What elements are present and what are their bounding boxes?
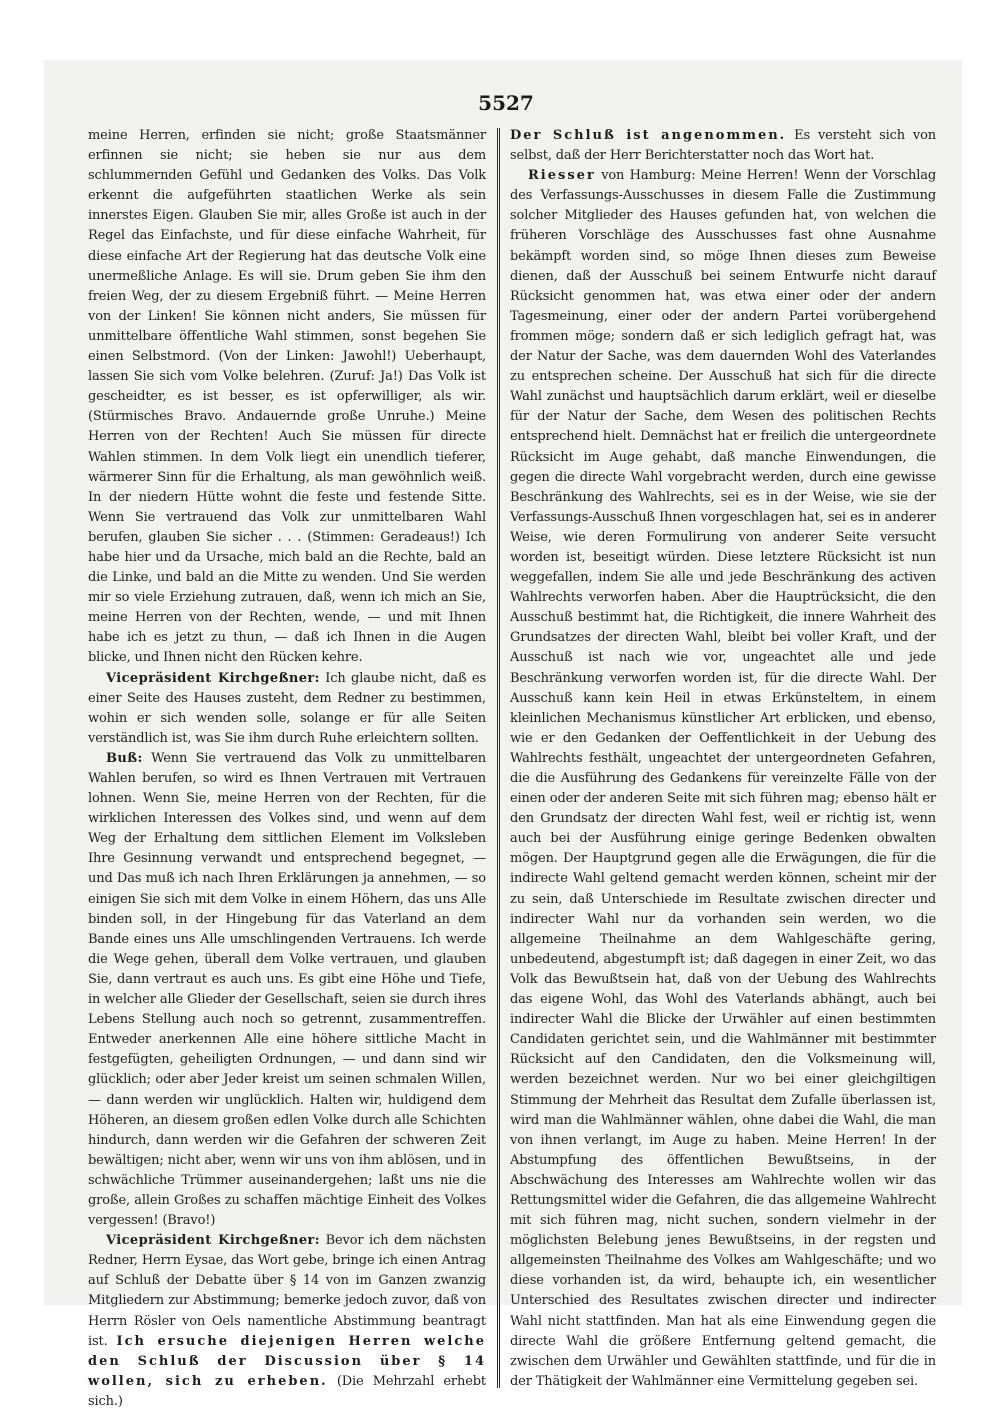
speech-text: Wenn Sie vertrauend das Volk zu unmittelbaren Wahlen berufen, so wird es Ihnen Vertrauen mit Vertrauen lohnen. Wenn Sie, meine Herren von der Rechten, für die wirklichen Interessen des Volkes sind, und wenn auf dem Weg der Erhaltung dem sittlichen Element im Volksleben Ihre Gesinnung verwandt und entsprechend begegnet, — und Das muß ich nach Ihren Erklärungen ja annehmen, — so einigen Sie sich mit dem Volke in einem Höhern, das uns Alle binden soll, in der Hingebung für das Vaterland an dem Bande eines uns Alle umschlingenden Vertrauens. Ich werde die Wege gehen, überall dem Volke vertrauen, und glauben Sie, dann vertraut es auch uns. Es gibt eine Höhe und Tiefe, in welcher alle Glieder der Gesellschaft, seien sie durch ihres Lebens Stellung auch noch so getrennt, zusammentreffen. Entweder anerkennen Alle eine höhere sittliche Macht in festgefügten, geheiligten Ordnungen, — und dann sind wir glücklich; oder aber Jeder kreist um seinen schmalen Willen, — dann werden wir unglücklich. Halten wir, huldigend dem Höheren, an diesem großen edlen Volke durch alle Schichten hindurch, dann werden wir die Gefahren der schweren Zeit bewältigen; nicht aber, wenn wir uns von ihm ablösen, und in schwächliche Trümmer auseinandergehen; laßt uns nie die große, allein Großes zu schaffen mächtige Einheit des Volkes vergessen! (Bravo!) — [88, 750, 487, 1229]
right-column — [510, 126, 936, 1392]
column-divider — [497, 128, 500, 1388]
paragraph: meine Herren, erfinden sie nicht; große Staatsmänner erfinnen sie nicht; sie heben sie nur aus dem schlummernden Gefühl und Gedanken des Volks. Das Volk erkennt die aufgeführten staatlichen Werke als sein innerstes Eigen. Glauben Sie mir, alles Große ist auch in der Regel das Einfachste, und für diese einfache Wahrheit, für diese einfache Art der Regierung hat das deutsche Volk eine unermeßliche Anlage. Es will sie. Drum geben Sie ihm den freien Weg, der zu diesem Ergebniß führt. — Meine Herren von der Linken! Sie können nicht anders, Sie müssen für unmittelbare öffentliche Wahl stimmen, sonst begehen Sie einen Selbstmord. (Von der Linken: Jawohl!) Ueberhaupt, lassen Sie sich vom Volke belehren. (Zuruf: Ja!) Das Volk ist gescheidter, es ist besser, es ist opferwilliger, als wir. (Stürmisches Bravo. Andauernde große Unruhe.) Meine Herren von der Rechten! Auch Sie müssen für directe Wahlen stimmen. In dem Volk liegt ein unendlich tieferer, wärmerer Sinn für die Erhaltung, als man gewöhnlich weiß. In der niedern Hütte wohnt die feste und festende Sitte. Wenn Sie vertrauend das Volk zur unmittelbaren Wahl berufen, glauben Sie sicher . . . (Stimmen: Geradeaus!) Ich habe hier und da Ursache, mich bald an die Rechte, bald an die Linke, und bald an die Mitte zu wenden. Und Sie werden mir so viele Erziehung zutrauen, daß, wenn ich mich an Sie, meine Herren von der Rechten, wende, — und mit Ihnen habe ich es jetzt zu thun, — daß ich Ihnen in die Augen blicke, und Ihnen nicht den Rücken kehre. — [88, 128, 486, 666]
speaker-name: Vicepräsident Kirchgeßner: — [106, 1233, 321, 1249]
speech-text: Es versteht sich von selbst, daß der Herr Berichterstatter noch das Wort hat. — [510, 128, 937, 164]
speaker-name: Vicepräsident Kirchgeßner: — [106, 670, 320, 686]
speaker-name: Buß: — [106, 750, 143, 766]
left-column — [88, 126, 486, 1412]
paragraph — [88, 1231, 486, 1412]
page-number: 5527 — [478, 91, 534, 115]
paragraph — [510, 166, 936, 1392]
spaced-emphasis-text: Ich ersuche diejenigen Herren welche den Schluß der Discussion über § 14 wollen, sich zu erheben. — [88, 1333, 486, 1389]
spaced-emphasis-text: Der Schluß ist angenommen. — [510, 128, 787, 143]
speech-text: von Hamburg: Meine Herren! Wenn der Vorschlag des Verfassungs-Ausschusses in diesem Falle die Zustimmung solcher Mitglieder des Hauses gefunden hat, von welchen die früheren Vorschläge des Ausschusses fast ohne Ausnahme bekämpft worden sind, so möge Ihnen dieses zum Beweise dienen, daß der Ausschuß bei seinem Entwurfe nicht darauf Rücksicht genommen hat, was etwa einer oder der andern Tagesmeinung, einer oder der andern Partei vorübergehend frommen möge; sondern daß er sich lediglich gefragt hat, was der Natur der Sache, was dem dauernden Wohl des Vaterlandes zu entsprechen scheine. Der Ausschuß hat sich für die directe Wahl zunächst und hauptsächlich darum erklärt, weil er dieselbe für der Natur der Sache, dem Wesen des politischen Rechts entsprechend hielt. Demnächst hat er freilich die untergeordnete Rücksicht im Auge gehabt, daß manche Einwendungen, die gegen die directe Wahl vorgebracht werden, durch eine gewisse Beschränkung des Wahlrechts, sei es in der Weise, wie sie der Verfassungs-Ausschuß Ihnen vorgeschlagen hat, sei es in anderer Weise, wie deren Formulirung von anderer Seite versucht worden ist, beseitigt würden. Diese letztere Rücksicht ist nun weggefallen, indem Sie alle und jede Beschränkung des activen Wahlrechts verworfen haben. Aber die Hauptrücksicht, die den Ausschuß bestimmt hat, die Richtigkeit, die innere Wahrheit des Grundsatzes der directen Wahl, bleibt bei voller Kraft, und der Ausschuß ist nach wie vor, ungeachtet alle und jede Beschränkung verworfen worden ist, für die directe Wahl. Der Ausschuß kann kein Heil in etwas Erkünsteltem, in einem kleinlichen Mechanismus künstlicher Art erblicken, und ebenso, wie er den Gedanken der Oeffentlichkeit in der Uebung des Wahlrechts festhält, ungeachtet der untergeordneten Gefahren, die die Ausführung des Gedankens für vereinzelte Fälle von der einen oder der anderen Seite mit sich führen mag; ebenso hält er den Grundsatz der directen Wahl fest, weil er richtig ist, wenn auch bei der Ausführung einige geringe Bedenken obwalten mögen. Der Hauptgrund gegen alle die Erwägungen, die für die indirecte Wahl geltend gemacht werden können, scheint mir der zu sein, daß Unterschiede im Resultate zwischen directer und indirecter Wahl nur da vorhanden sein werden, wo die allgemeine Theilnahme an dem Wahlgeschäfte gering, unbedeutend, abgestumpft ist; daß dagegen in einer Zeit, wo das Volk das Bewußtsein hat, daß von der Uebung des Wahlrechts das eigene Wohl, das Wohl des Vaterlands abhängt, auch bei indirecter Wahl die Blicke der Urwähler auf einen bestimmten Candidaten gerichtet sein, und die Wahlmänner mit bestimmter Rücksicht auf den Candidaten, den die Volksmeinung will, werden bezeichnet werden. Nur wo bei einer gleichgiltigen Stimmung der Mehrheit das Resultat dem Zufalle überlassen ist, wird man die Wahlmänner wählen, ohne dabei die Wahl, die man von ihnen verlangt, im Auge zu haben. Meine Herren! In der Abstumpfung des öffentlichen Bewußtseins, in der Abschwächung des Interesses am Wahlrechte wollen wir das Rettungsmittel wider die Gefahren, die das allgemeine Wahlrecht mit sich führen mag, nicht suchen, sondern vielmehr in der möglichsten Belebung jenes Bewußtseins, in der regsten und allgemeinsten Theilnahme des Volkes am Wahlgeschäfte; und wo diese vorhanden ist, da wird, behaupte ich, ein wesentlicher Unterschied des Resultates zwischen directer und indirecter Wahl nicht stattfinden. Man hat als eine Einwendung gegen die directe Wahl die größere Entfernung geltend gemacht, die zwischen dem Urwähler und Gewählten stattfinde, und für die in der Thätigkeit der Wahlmänner eine Vermittelung gegeben sei. — [510, 168, 937, 1389]
paragraph — [88, 749, 486, 1231]
speech-text: Bevor ich dem nächsten Redner, Herrn Eysae, das Wort gebe, bringe ich einen Antrag auf Schluß der Debatte über § 14 von im Ganzen zwanzig Mitgliedern zur Abstimmung; bemerke jedoch zuvor, daß von Herrn Rösler von Oels namentliche Abstimmung beantragt ist. — [88, 1233, 486, 1349]
speech-text: Ich glaube nicht, daß es einer Seite des Hauses zusteht, dem Redner zu bestimmen, wohin er sich wenden solle, solange er für alle Seiten verständlich ist, was Sie ihm durch Ruhe erleichtern sollten. — [88, 670, 486, 746]
speaker-name: Riesser — [528, 168, 596, 184]
paragraph — [510, 126, 936, 166]
speech-text: (Die Mehrzahl erhebt sich.) — [88, 1373, 486, 1409]
paragraph — [88, 669, 486, 749]
